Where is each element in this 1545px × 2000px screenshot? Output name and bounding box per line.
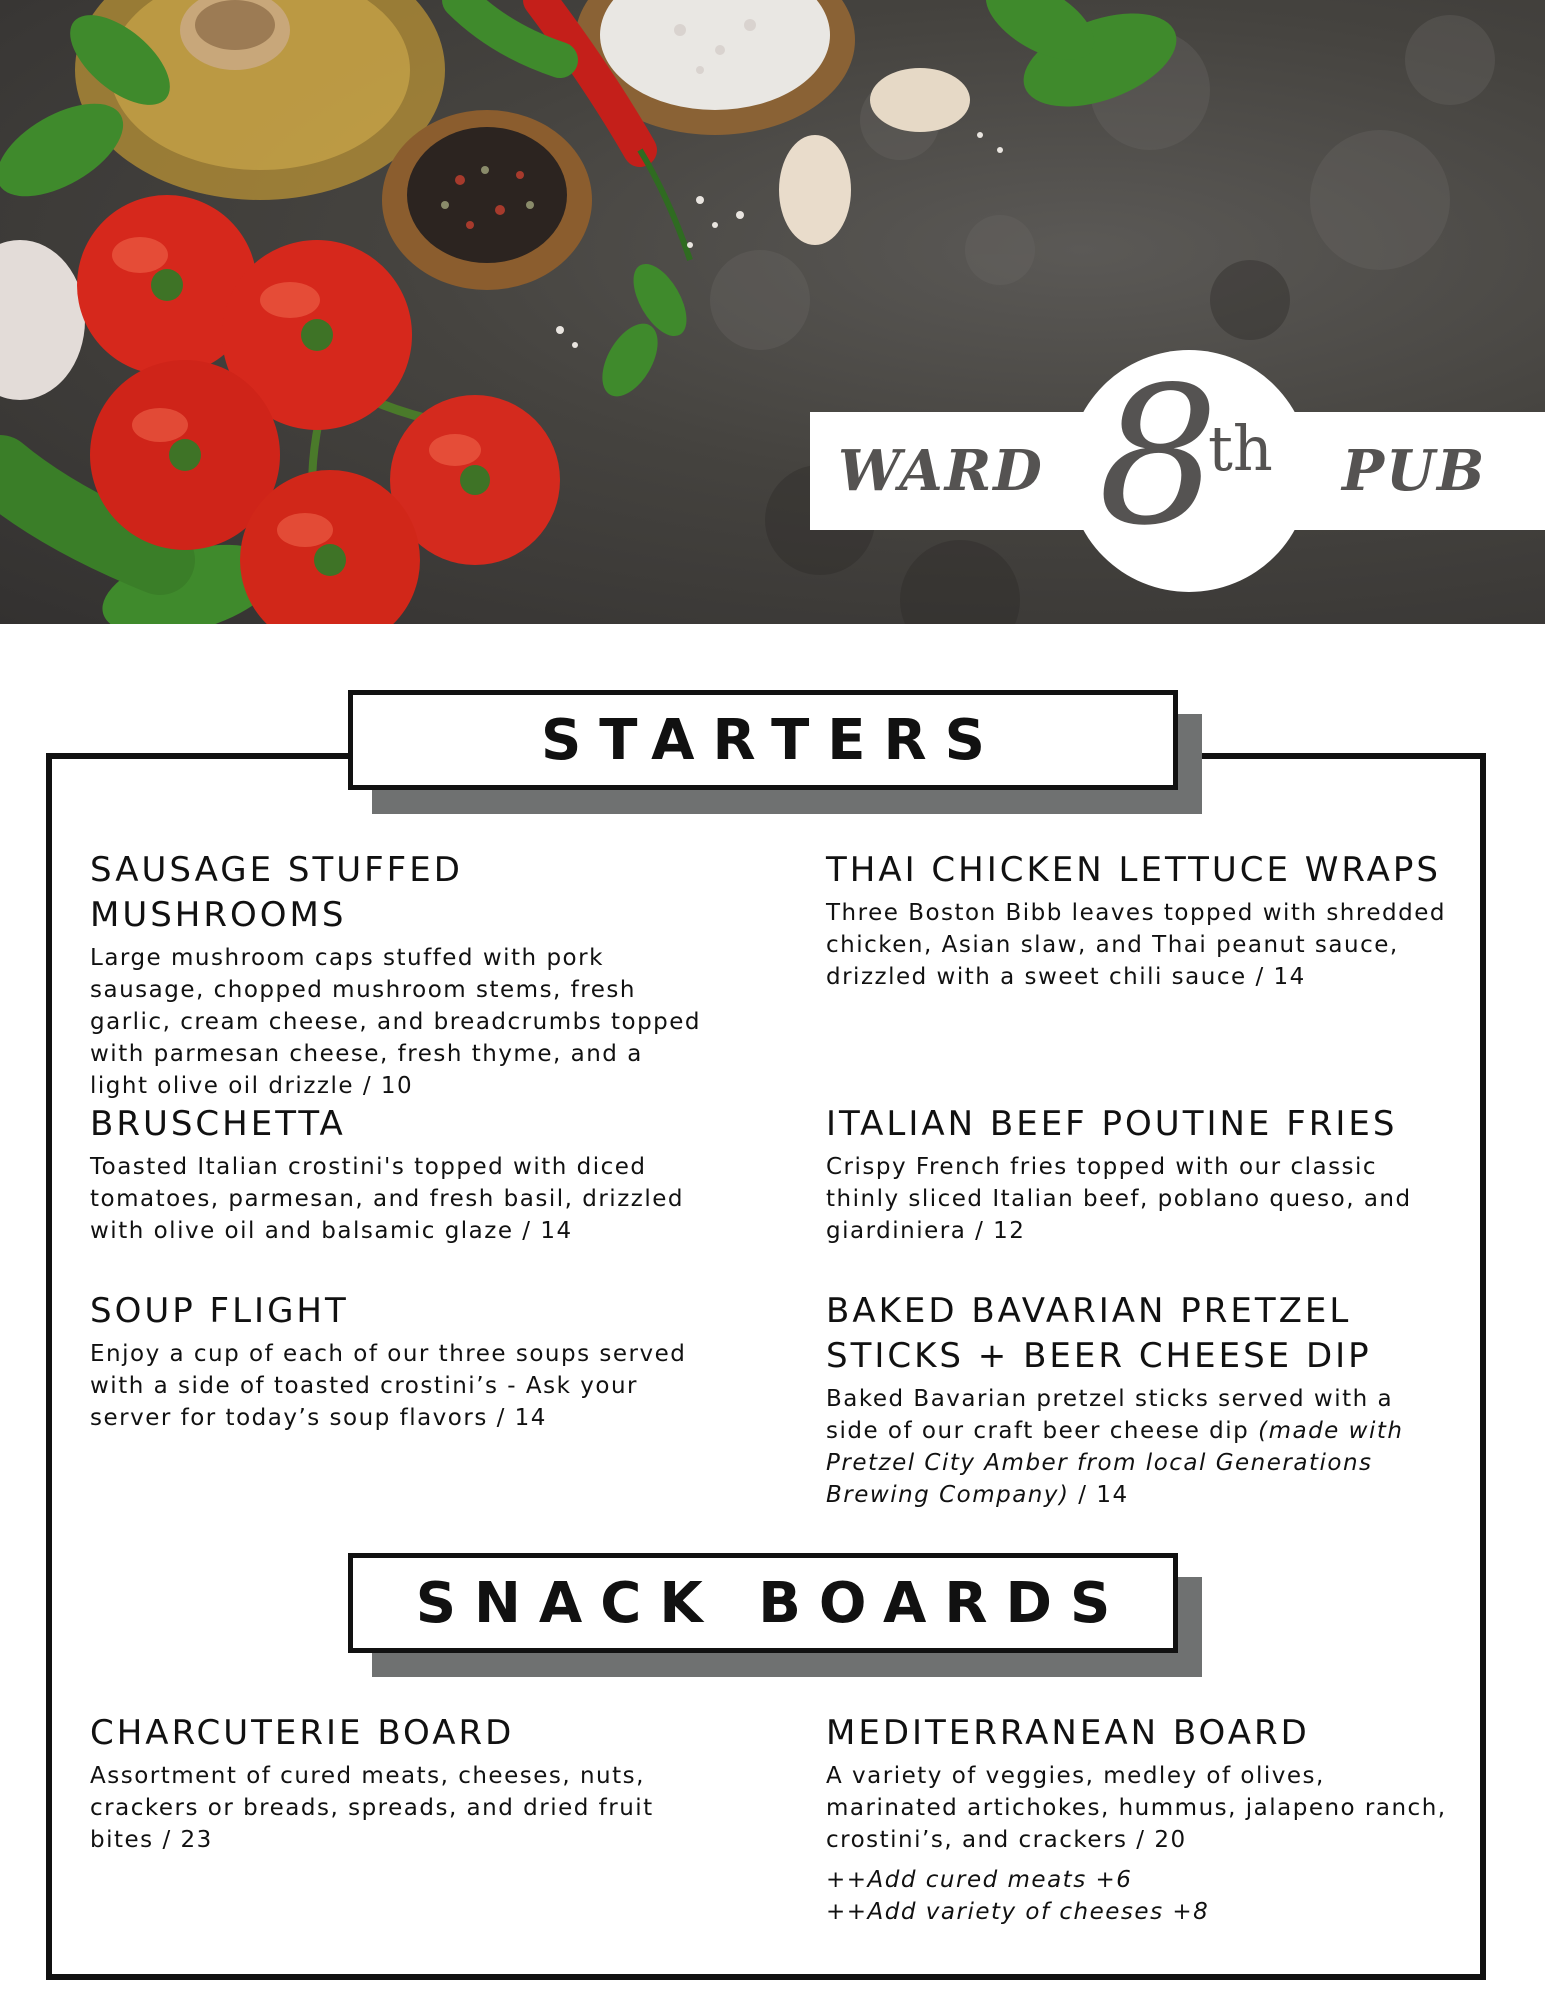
item-description: Crispy French fries topped with our classic thinly sliced Italian beef, poblano queso, and giardiniera / 12 — [826, 1154, 1412, 1244]
menu-item-bruschetta — [90, 1102, 710, 1247]
item-description — [826, 1383, 1451, 1511]
menu-item-thai-chicken-lettuce-wraps — [826, 848, 1451, 993]
hero-illustration — [0, 0, 1545, 624]
menu-item-italian-beef-poutine-fries — [826, 1102, 1451, 1247]
logo-word-pub: PUB — [1342, 438, 1487, 504]
starters-header — [348, 690, 1178, 790]
menu-item-sausage-stuffed-mushrooms — [90, 848, 710, 1102]
item-description: Assortment of cured meats, cheeses, nuts, crackers or breads, spreads, and dried fruit bites / 23 — [90, 1763, 654, 1853]
item-name: THAI CHICKEN LETTUCE WRAPS — [826, 850, 1442, 890]
menu-item-baked-bavarian-pretzel-sticks — [826, 1289, 1451, 1511]
item-name: BAKED BAVARIAN PRETZEL STICKS + BEER CHEESE DIP — [826, 1291, 1372, 1376]
item-description-note: (made with Pretzel City Amber from local Generations Brewing Company) — [826, 1418, 1404, 1508]
menu-item-soup-flight — [90, 1289, 710, 1434]
item-price: / 14 — [1069, 1482, 1129, 1508]
item-name: MEDITERRANEAN BOARD — [826, 1713, 1310, 1753]
section-title: SNACK BOARDS — [348, 1553, 1178, 1653]
menu-item-mediterranean-board — [826, 1711, 1451, 1928]
item-name: BRUSCHETTA — [90, 1104, 346, 1144]
logo-number: 8 — [1098, 346, 1219, 567]
logo-word-ward: WARD — [838, 438, 1044, 504]
logo-suffix: th — [1208, 412, 1273, 485]
item-name: CHARCUTERIE BOARD — [90, 1713, 515, 1753]
item-addon: ++Add cured meats +6 — [826, 1867, 1133, 1893]
item-name: ITALIAN BEEF POUTINE FRIES — [826, 1104, 1398, 1144]
item-description: Three Boston Bibb leaves topped with shredded chicken, Asian slaw, and Thai peanut sauce, drizzled with a sweet chili sauce / 14 — [826, 900, 1446, 990]
item-description-text: Baked Bavarian pretzel sticks served with a side of our craft beer cheese dip — [826, 1386, 1394, 1444]
item-description: Enjoy a cup of each of our three soups served with a side of toasted crostini’s - Ask your server for today’s soup flavors / 14 — [90, 1341, 687, 1431]
item-description: A variety of veggies, medley of olives, marinated artichokes, hummus, jalapeno ranch, crostini’s, and crackers / 20 — [826, 1763, 1447, 1853]
snack-boards-header — [348, 1553, 1178, 1653]
item-name: SOUP FLIGHT — [90, 1291, 349, 1331]
section-title: STARTERS — [348, 690, 1178, 790]
item-description: Large mushroom caps stuffed with pork sausage, chopped mushroom stems, fresh garlic, cream cheese, and breadcrumbs topped with parmesan cheese, fresh thyme, and a light olive oil drizzle / 10 — [90, 945, 702, 1099]
hero-food-photo — [0, 0, 1545, 624]
item-description: Toasted Italian crostini's topped with diced tomatoes, parmesan, and fresh basil, drizzled with olive oil and balsamic glaze / 14 — [90, 1154, 684, 1244]
item-addon: ++Add variety of cheeses +8 — [826, 1899, 1210, 1925]
menu-item-charcuterie-board — [90, 1711, 710, 1856]
item-name: SAUSAGE STUFFED MUSHROOMS — [90, 850, 463, 935]
